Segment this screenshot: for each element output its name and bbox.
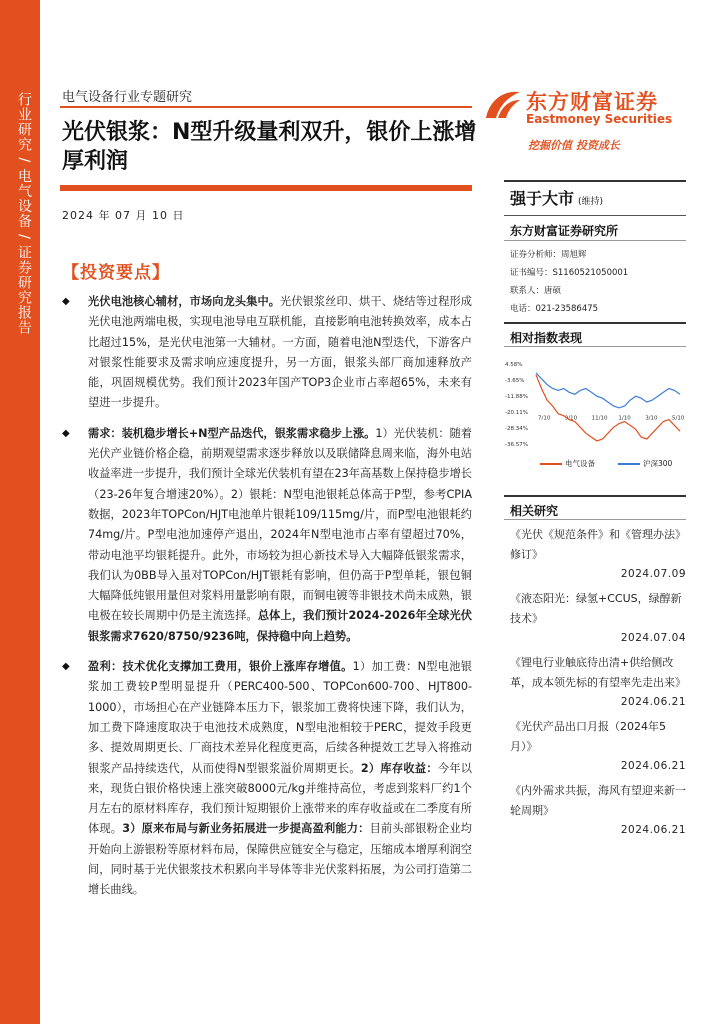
sidebar (0, 0, 40, 1024)
legend-item (540, 458, 595, 469)
y-tick-label: -3.65% (505, 378, 525, 384)
x-tick-label: 7/10 (538, 415, 551, 422)
section-title: 【投资要点】 (62, 263, 170, 283)
y-tick-label: -28.34% (505, 426, 528, 432)
related-item-title[interactable]: 《光伏《规范条件》和《管理办法》修订》 (510, 528, 686, 561)
chart-title: 相对指数表现 (510, 331, 583, 345)
y-tick-label: -11.88% (505, 394, 528, 400)
analyst-name: 证券分析师：周旭辉 (510, 250, 587, 260)
x-tick-label: 11/10 (591, 415, 608, 422)
contact-phone: 电话：021-23586475 (510, 304, 599, 314)
eastmoney-logo-icon (484, 88, 522, 122)
diamond-bullet-icon: ◆ (62, 661, 70, 673)
point-body: 目前头部银粉企业均开始向上游银粉等原材料布局，保障供应链安全与稳定，压缩成本增厚利润空间，同时基于光伏银浆技术积累向半导体等非光伏浆料拓展，为公司打造第二增长曲线。 (88, 822, 472, 897)
related-item-date: 2024.06.21 (620, 824, 686, 836)
x-tick-label: 3/10 (645, 415, 658, 422)
diamond-bullet-icon: ◆ (62, 427, 70, 439)
report-date: 2024 年 07 月 10 日 (62, 209, 185, 222)
brand-slogan: 挖掘价值 投资成长 (528, 139, 620, 152)
institute-name: 东方财富证券研究所 (510, 224, 619, 238)
related-list (510, 525, 686, 845)
contact-name: 联系人：唐硕 (510, 286, 562, 296)
diamond-bullet-icon: ◆ (62, 296, 70, 307)
investment-points (62, 292, 472, 901)
brand-logo (484, 86, 674, 130)
related-item-title[interactable]: 《锂电行业触底待出清+供给侧改革，成本领先标的有望率先走出来》 (510, 656, 686, 689)
sidebar-label: 行业研究 / 电气设备 / 证券研究报告 (16, 92, 32, 336)
divider (60, 106, 472, 108)
legend-item (618, 458, 672, 469)
divider (504, 519, 686, 520)
point-subhead: 2）库存收益： (360, 761, 438, 775)
point-body: 今年以来，现货白银价格快速上涨突破8000元/kg并维持高位，考虑到浆料厂约1个月左右的原材料库存，我们预计短期银价上涨带来的库存收益或在二季度有所体现。 (88, 761, 472, 836)
list-item (62, 292, 472, 414)
divider (504, 322, 686, 324)
related-item-title[interactable]: 《内外需求共振，海风有望迎来新一轮周期》 (510, 784, 686, 817)
point-body: 1）光伏装机：随着光伏产业链价格企稳，前期观望需求逐步释放以及联储降息周来临，海外电站收益率进一步提升，我们预计全球光伏装机有望在23年高基数上保持稳步增长（23-26年复合增速20%）。2）银耗：N型电池银耗总体高于P型，参考CPIA数据，2023年TOPCon/HJT电池单片银耗109/115mg/片，而P型电池银耗约74mg/片。P型电池加速停产退出，2024年N型电池市占率有望超过70%，带动电池平均银耗提升。此外，市场较为担心新技术导入大幅降低银浆需求，我们认为0BB导入虽对TOPCon/HJT银耗有影响，但仍高于P型单耗，银包铜大幅降低纯银用量但对浆料用量影响有限，而铜电镀等非银技术尚未成熟，银电极在较长周期中仍是主流选择。 (88, 426, 472, 623)
series-line-hs300 (536, 373, 680, 408)
legend-swatch (618, 463, 640, 465)
relative-index-chart (504, 360, 686, 450)
point-lead: 光伏电池核心辅材，市场向龙头集中。 (88, 295, 281, 308)
brand-name-en: Eastmoney Securities (526, 112, 673, 126)
related-title: 相关研究 (510, 504, 559, 518)
related-item-title[interactable]: 《光伏产品出口月报（2024年5月）》 (510, 720, 666, 753)
point-body: 1）加工费：N型电池银浆加工费较P型明显提升（PERC400-500、TOPCon600-700、HJT800-1000），市场担心在产业链降本压力下，银浆加工费将快速下降，我们认为，加工费下降速度取决于电池技术成熟度，N型电池相较于PERC，提效手段更多、提效周期更长、厂商技术差异化程度更高，后续各种提效工艺导入将推动银浆产品持续迭代，从而使得N型银浆溢价周期更长。 (88, 660, 472, 775)
x-tick-label: 9/10 (564, 415, 578, 422)
divider (504, 346, 686, 347)
related-item-date: 2024.06.21 (620, 696, 686, 708)
related-item-date: 2024.06.21 (620, 760, 686, 772)
list-item (62, 657, 472, 901)
legend-swatch (540, 463, 562, 465)
brand-name-cn: 东方财富证券 (526, 90, 658, 114)
point-conclusion: 总体上，我们预计2024-2026年全球光伏银浆需求7620/8750/9236吨，保持稳中向上趋势。 (88, 609, 472, 643)
legend-label: 电气设备 (565, 459, 595, 468)
y-tick-label: 4.58% (505, 362, 523, 368)
x-tick-label: 5/10 (672, 415, 685, 422)
divider (504, 215, 686, 216)
point-lead: 盈利：技术优化支撑加工费用，银价上涨库存增值。 (88, 660, 353, 674)
related-item-date: 2024.07.09 (620, 568, 686, 580)
page-title: 光伏银浆：N型升级量利双升，银价上涨增厚利润 (62, 120, 477, 174)
list-item (62, 424, 472, 647)
rating-sub: (维持) (578, 197, 604, 207)
divider (504, 180, 686, 182)
point-body: 光伏银浆丝印、烘干、烧结等过程形成光伏电池两端电极，实现电池导电互联机能，直接影响电池转换效率，成本占比超过15%，是光伏电池第一大辅材。一方面，随着电池N型迭代，下游客户对银浆性能要求及需求响应速度提升，另一方面，银浆头部厂商加速释放产能，巩固规模优势。我们预计2023年国产TOP3企业市占率超65%，未来有望进一步提升。 (88, 295, 472, 410)
point-lead: 需求：装机稳步增长+N型产品迭代，银浆需求稳步上涨。 (88, 426, 376, 440)
related-item-title[interactable]: 《液态阳光：绿氢+CCUS，绿醇新技术》 (510, 592, 682, 625)
x-tick-label: 1/10 (618, 415, 631, 422)
y-tick-label: -36.57% (505, 442, 528, 448)
rating (510, 186, 603, 209)
y-tick-label: -20.11% (505, 410, 528, 416)
point-subhead: 3）原来布局与新业务拓展进一步提高盈利能力： (122, 822, 370, 836)
divider (60, 185, 472, 191)
divider (504, 495, 686, 497)
series-line-electrical-equipment (536, 375, 680, 441)
rating-label: 强于大市 (510, 189, 575, 208)
related-item-date: 2024.07.04 (620, 632, 686, 644)
divider (504, 240, 686, 241)
report-category: 电气设备行业专题研究 (62, 90, 193, 105)
legend-label: 沪深300 (643, 459, 673, 468)
analyst-cert: 证书编号：S1160521050001 (510, 268, 629, 278)
